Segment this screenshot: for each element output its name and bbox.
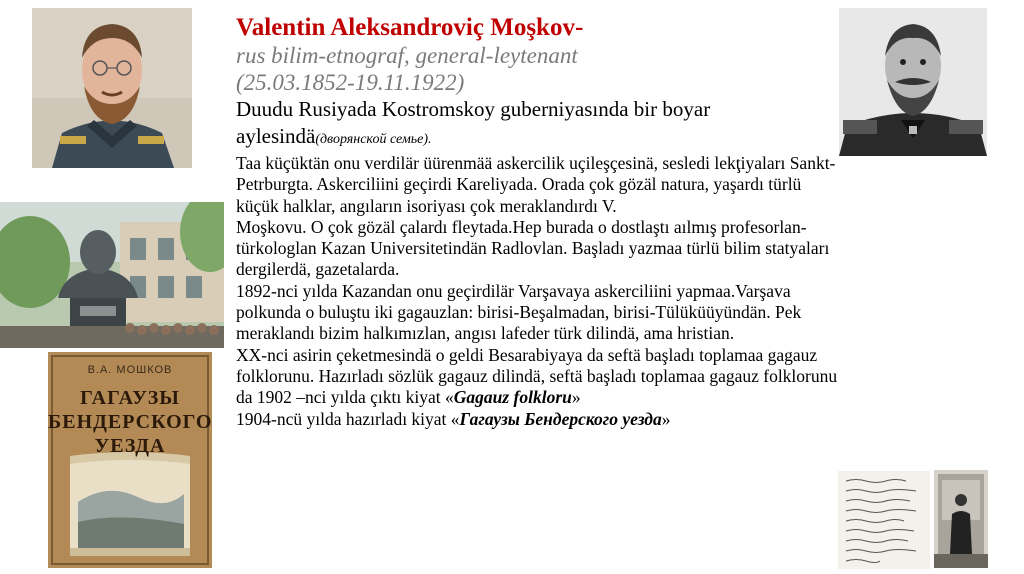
book-cover-title-line: БЕНДЕРСКОГО — [48, 411, 212, 433]
book-cover-title-line: УЕЗДА — [94, 435, 166, 457]
person-dates-subtitle: (25.03.1852-19.11.1922) — [236, 70, 465, 95]
person-role-subtitle: rus bilim-etnograf, general-leytenant — [236, 43, 578, 68]
biography-text — [236, 14, 836, 430]
intro-line-text: aylesindä — [236, 124, 316, 148]
body-line: polkunda o buluştu iki gagauzlan: birisi-Beşalmadan, birisi-Tülüküüyündän. Pek — [236, 302, 802, 323]
body-line: 1892-nci yılda Kazandan onu geçirdilär Varşavaya askerciliini yapmaa.Varşava — [236, 280, 791, 301]
body-line: folklorunu. Hazırladı sözlük gagauz dilindä, seftä başladı toplamaa gagauz folklorunu — [236, 365, 838, 386]
body-line: Taa küçüktän onu verdilär üürenmää askercilik uçileşçesinä, sesledi lekţiyaları Sankt- — [236, 153, 836, 173]
book-cover-title — [48, 386, 212, 458]
handwritten-manuscript-image — [838, 471, 930, 569]
book-1902-prefix: da 1902 –nci yılda çıktı kiyat « — [236, 387, 454, 408]
body-line: dergilerdä, gazetalarda. — [236, 259, 400, 280]
book-1904-suffix: » — [661, 408, 671, 429]
book-1902-suffix: » — [571, 387, 581, 408]
body-line: meraklandı bizim halkımızlan, angısı lafeder türk dilindä, ama hristian. — [236, 323, 735, 344]
intro-line: Duudu Rusiyada Kostromskoy guberniyasında bir boyar — [236, 97, 711, 121]
book-cover-title-line: ГАГАУЗЫ — [80, 387, 180, 409]
book-1904-line — [236, 409, 836, 430]
portrait-moshkov-photo — [32, 8, 192, 168]
intro-line-note: (дворянской семье). — [315, 132, 432, 147]
monument-bust-photo — [0, 202, 224, 348]
body-line: Petrburgta. Askerciliini geçirdi Kareliyada. Orada çok gözäl natura, yaşardı türlü — [236, 174, 802, 195]
book-1902-title: Gagauz folkloru — [453, 387, 572, 408]
body-line: küçük halklar, angıların isoriyası çok meraklandırdı V. — [236, 195, 617, 216]
book-1904-title: Гагаузы Бендерского уезда — [459, 408, 662, 429]
body-line: Moşkovu. O çok gözäl çalardı fleytada.Hep burada o dostlaştı aılmış profesorlan- — [236, 216, 807, 237]
portrait-engraving-photo — [839, 8, 987, 156]
body-paragraph — [236, 153, 836, 387]
intro-line — [236, 123, 836, 153]
book-1902-line — [236, 387, 836, 408]
old-standing-figure-photo — [934, 470, 988, 568]
person-name-heading: Valentin Aleksandroviç Moşkov- — [236, 14, 584, 41]
body-line: türkologlan Kazan Universitetindän Radlovlan. Başladı yazmaa türlü bilim statyaları — [236, 238, 830, 259]
book-cover-image — [48, 352, 212, 568]
book-cover-author: В.А. МОШКОВ — [87, 364, 173, 376]
body-line: XX-nci asirin çeketmesindä o geldi Besarabiyaya da seftä başladı toplamaa gagauz — [236, 344, 818, 365]
book-1904-prefix: 1904-ncü yılda hazırladı kiyat « — [236, 408, 460, 429]
